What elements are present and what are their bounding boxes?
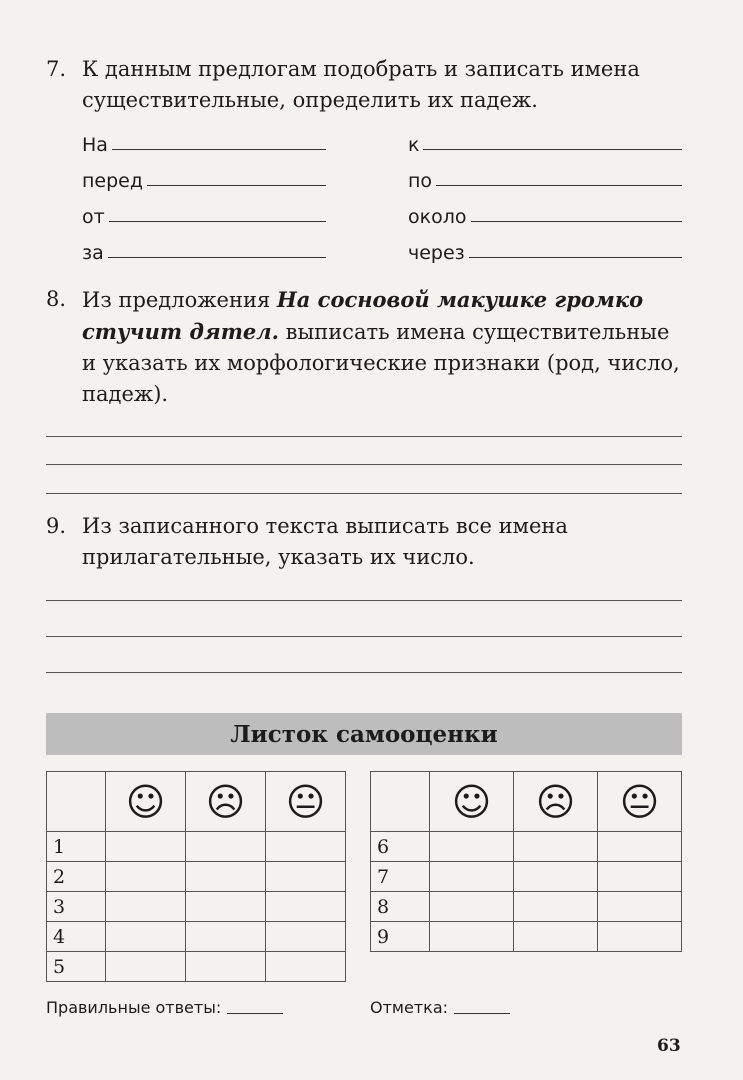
mark-cell[interactable]: [266, 832, 346, 862]
self-assessment-table-right: [370, 771, 682, 952]
mark-cell[interactable]: [514, 832, 598, 862]
mark-cell[interactable]: [598, 862, 682, 892]
answer-line: [469, 257, 682, 258]
mark-cell[interactable]: [430, 922, 514, 952]
prepositions-block: [82, 126, 682, 266]
empty-cell: [47, 772, 106, 832]
neutral-face-icon: 😐: [619, 779, 660, 824]
mark-cell[interactable]: [266, 952, 346, 982]
preposition-field[interactable]: [408, 198, 682, 228]
mark-cell[interactable]: [186, 922, 266, 952]
mark-cell[interactable]: [266, 892, 346, 922]
task-text: К данным предлогам подобрать и записать имена существительные, определить их падеж.: [82, 57, 640, 112]
row-number: 4: [47, 922, 106, 952]
mark-cell[interactable]: [106, 922, 186, 952]
row-number: 2: [47, 862, 106, 892]
self-assessment-title: Листок самооценки: [46, 713, 682, 755]
answer-line: [112, 149, 326, 150]
answer-line: [423, 149, 682, 150]
preposition-field[interactable]: [82, 126, 326, 156]
row-number: 9: [371, 922, 430, 952]
mark-cell[interactable]: [514, 922, 598, 952]
mark-cell[interactable]: [598, 892, 682, 922]
preposition-label: На: [82, 134, 108, 156]
page-number: 63: [657, 1036, 681, 1056]
row-number: 3: [47, 892, 106, 922]
mark-cell[interactable]: [266, 862, 346, 892]
preposition-field[interactable]: [408, 162, 682, 192]
neutral-face-icon: 😐: [285, 779, 326, 824]
answer-line: [109, 221, 326, 222]
mark-cell[interactable]: [186, 862, 266, 892]
preposition-label: перед: [82, 170, 143, 192]
preposition-label: за: [82, 242, 104, 264]
answer-line[interactable]: [46, 600, 682, 601]
task-number: 7.: [46, 57, 67, 81]
row-number: 6: [371, 832, 430, 862]
preposition-field[interactable]: [408, 234, 682, 264]
mark-cell[interactable]: [430, 862, 514, 892]
mark-cell[interactable]: [514, 862, 598, 892]
answer-line[interactable]: [46, 464, 682, 465]
row-number: 1: [47, 832, 106, 862]
task-7: [46, 54, 686, 116]
task-sentence: На сосновой макушке громко стучит дятел.: [82, 287, 644, 344]
mark-cell[interactable]: [598, 832, 682, 862]
preposition-label: к: [408, 134, 420, 156]
preposition-field[interactable]: [82, 234, 326, 264]
mark-cell[interactable]: [186, 832, 266, 862]
preposition-field[interactable]: [82, 162, 326, 192]
mark-cell[interactable]: [106, 832, 186, 862]
preposition-label: через: [408, 242, 465, 264]
task-text: [82, 284, 686, 410]
preposition-label: по: [408, 170, 433, 192]
task-9: [46, 511, 686, 573]
answer-line: [436, 185, 682, 186]
preposition-field[interactable]: [408, 126, 682, 156]
mark-field[interactable]: [370, 998, 510, 1017]
preposition-field[interactable]: [82, 198, 326, 228]
task-text-before: Из предложения: [82, 288, 271, 312]
answer-line[interactable]: [46, 636, 682, 637]
sad-icon: ☹: [205, 779, 246, 824]
task-number: 8.: [46, 287, 67, 311]
mark-cell[interactable]: [266, 922, 346, 952]
mark-cell[interactable]: [598, 922, 682, 952]
mark-cell[interactable]: [186, 952, 266, 982]
mark-cell[interactable]: [106, 892, 186, 922]
smile-icon: ☺: [451, 779, 492, 824]
mark-cell[interactable]: [430, 832, 514, 862]
task-number: 9.: [46, 514, 67, 538]
answer-line: [471, 221, 683, 222]
mark-cell[interactable]: [106, 862, 186, 892]
preposition-label: около: [408, 206, 467, 228]
row-number: 5: [47, 952, 106, 982]
task-8: [46, 284, 686, 410]
row-number: 7: [371, 862, 430, 892]
answer-line: [108, 257, 326, 258]
answer-line[interactable]: [46, 436, 682, 437]
answer-line[interactable]: [46, 493, 682, 494]
task-text-after: выписать имена существительные и указать их морфологические признаки (род, число, падеж).: [82, 320, 680, 406]
answer-line: [454, 1013, 510, 1014]
preposition-label: от: [82, 206, 105, 228]
mark-cell[interactable]: [106, 952, 186, 982]
self-assessment-table-left: [46, 771, 346, 982]
task-text: Из записанного текста выписать все имена прилагательные, указать их число.: [82, 514, 568, 569]
answer-line: [227, 1013, 283, 1014]
answer-line[interactable]: [46, 672, 682, 673]
smile-icon: ☺: [125, 779, 166, 824]
mark-label: Отметка:: [370, 998, 449, 1017]
sad-icon: ☹: [535, 779, 576, 824]
empty-cell: [371, 772, 430, 832]
answer-line: [147, 185, 326, 186]
correct-answers-field[interactable]: [46, 998, 283, 1017]
row-number: 8: [371, 892, 430, 922]
mark-cell[interactable]: [430, 892, 514, 922]
correct-answers-label: Правильные ответы:: [46, 998, 222, 1017]
mark-cell[interactable]: [186, 892, 266, 922]
mark-cell[interactable]: [514, 892, 598, 922]
